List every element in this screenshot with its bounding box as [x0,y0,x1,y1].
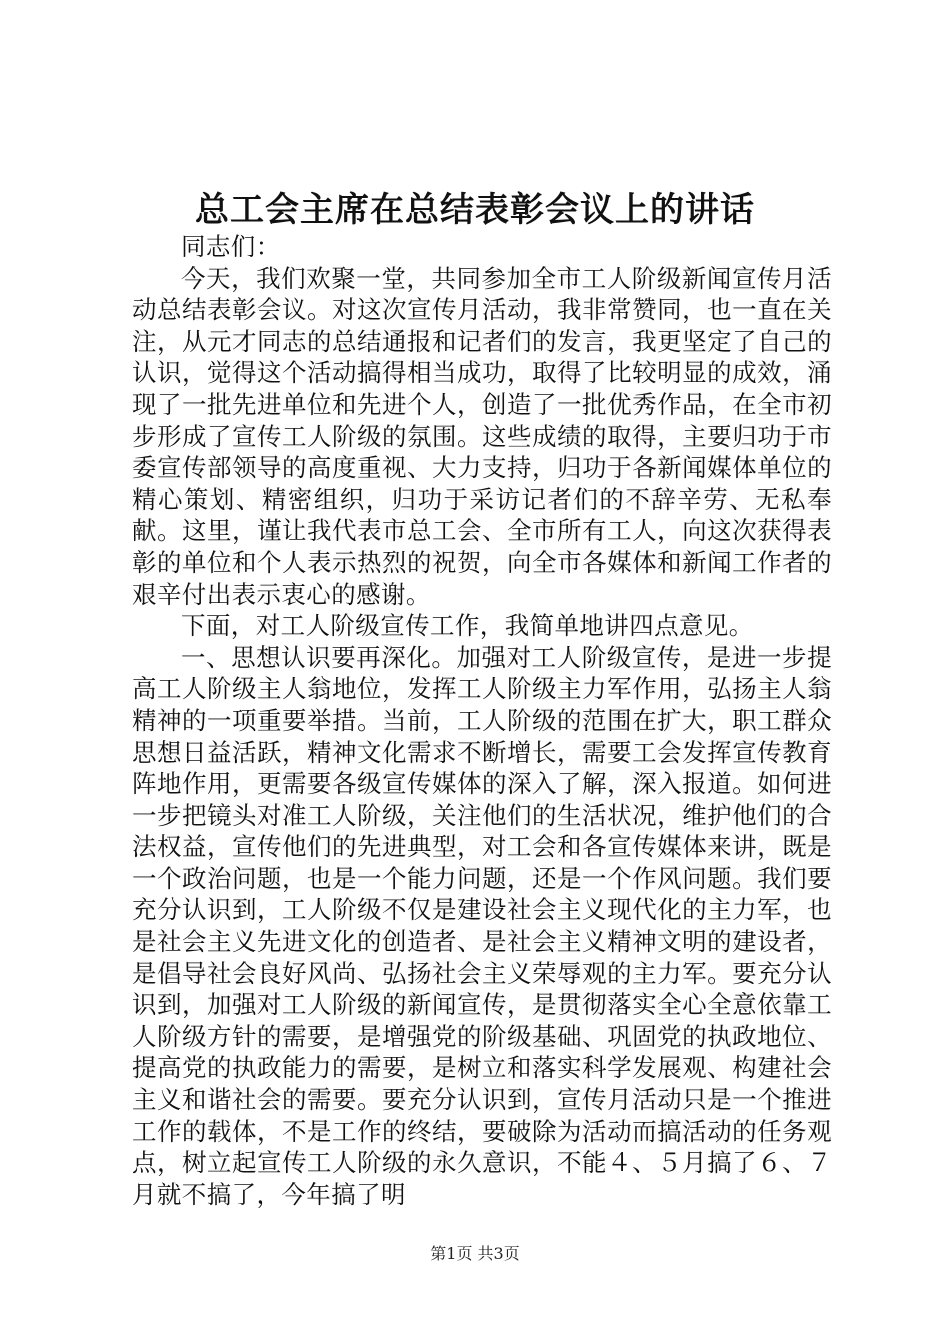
document-body [132,231,832,1210]
paragraph-intro-points: 下面，对工人阶级宣传工作，我简单地讲四点意见。 [181,611,754,641]
salutation: 同志们： [181,232,281,261]
page-title: 总工会主席在总结表彰会议上的讲话 [195,190,755,230]
paragraph-opening: 今天，我们欢聚一堂，共同参加全市工人阶级新闻宣传月活动总结表彰会议。对这次宣传月活动，我非常赞同，也一直在关注，从元才同志的总结通报和记者们的发言，我更坚定了自己的认识，觉得这个活动搞得相当成功，取得了比较明显的成效，涌现了一批先进单位和先进个人，创造了一批优秀作品，在全市初步形成了宣传工人阶级的氛围。这些成绩的取得，主要归功于市委宣传部领导的高度重视、大力支持，归功于各新闻媒体单位的精心策划、精密组织，归功于采访记者们的不辞辛劳、无私奉献。这里，谨让我代表市总工会、全市所有工人，向这次获得表彰的单位和个人表示热烈的祝贺，向全市各媒体和新闻工作者的艰辛付出表示衷心的感谢。 [132,263,832,609]
paragraph-point-one: 一、思想认识要再深化。加强对工人阶级宣传，是进一步提高工人阶级主人翁地位，发挥工人阶级主力军作用，弘扬主人翁精神的一项重要举措。当前，工人阶级的范围在扩大，职工群众思想日益活跃，精神文化需求不断增长，需要工会发挥宣传教育阵地作用，更需要各级宣传媒体的深入了解，深入报道。如何进一步把镜头对准工人阶级，关注他们的生活状况，维护他们的合法权益，宣传他们的先进典型，对工会和各宣传媒体来讲，既是一个政治问题，也是一个能力问题，还是一个作风问题。我们要充分认识到，工人阶级不仅是建设社会主义现代化的主力军，也是社会主义先进文化的创造者、是社会主义精神文明的建设者，是倡导社会良好风尚、弘扬社会主义荣辱观的主力军。要充分认识到，加强对工人阶级的新闻宣传，是贯彻落实全心全意依靠工人阶级方针的需要，是增强党的阶级基础、巩固党的执政地位、提高党的执政能力的需要，是树立和落实科学发展观、构建社会主义和谐社会的需要。要充分认识到，宣传月活动只是一个推进工作的载体，不是工作的终结，要破除为活动而搞活动的任务观点，树立起宣传工人阶级的永久意识，不能４、５月搞了６、７月就不搞了，今年搞了明 [132,642,832,1209]
page-footer: 第1页 共3页 [430,1244,520,1263]
